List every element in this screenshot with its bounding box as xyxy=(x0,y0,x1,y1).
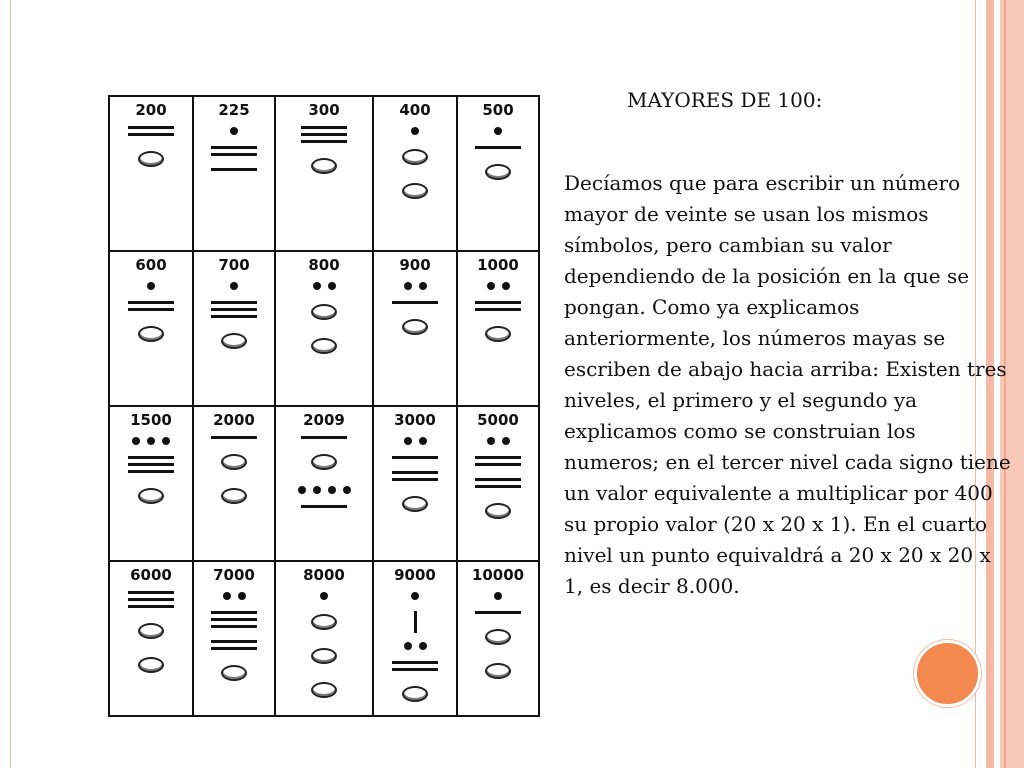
maya-shell-icon xyxy=(311,454,337,470)
maya-number-label: 900 xyxy=(399,256,431,274)
maya-glyph-stack xyxy=(211,120,257,177)
maya-number-label: 800 xyxy=(308,256,340,274)
maya-bars-icon xyxy=(392,301,438,304)
maya-bars-icon xyxy=(301,436,347,439)
maya-number-cell xyxy=(373,561,457,716)
maya-bar-icon xyxy=(128,591,174,594)
maya-number-cell xyxy=(373,96,457,251)
maya-number-label: 300 xyxy=(308,101,340,119)
maya-dot-icon xyxy=(313,486,321,494)
maya-glyph-stack xyxy=(475,120,521,189)
maya-table-row xyxy=(109,251,539,406)
maya-number-cell xyxy=(275,96,373,251)
maya-glyph-stack xyxy=(402,120,428,208)
maya-bars-icon xyxy=(392,471,438,481)
maya-number-cell xyxy=(457,406,539,561)
maya-bar-icon xyxy=(301,436,347,439)
maya-bar-icon xyxy=(475,301,521,304)
maya-glyph-stack xyxy=(392,585,438,711)
maya-table-row xyxy=(109,561,539,716)
maya-number-cell xyxy=(457,251,539,406)
maya-number-label: 3000 xyxy=(394,411,436,429)
maya-number-label: 600 xyxy=(135,256,167,274)
maya-dot-icon xyxy=(487,437,495,445)
maya-glyph-stack xyxy=(211,585,257,690)
maya-shell-icon xyxy=(402,183,428,199)
maya-bar-icon xyxy=(475,478,521,481)
maya-dot-icon xyxy=(404,282,412,290)
maya-dot-icon xyxy=(404,437,412,445)
maya-number-label: 2009 xyxy=(303,411,345,429)
maya-dot-icon xyxy=(411,127,419,135)
maya-shell-icon xyxy=(311,304,337,320)
decorative-circle xyxy=(914,640,981,707)
maya-number-cell xyxy=(109,406,193,561)
maya-bar-icon xyxy=(128,598,174,601)
maya-dot-icon xyxy=(411,592,419,600)
maya-glyph-stack xyxy=(392,430,438,521)
maya-dots-icon xyxy=(494,126,502,136)
maya-shell-icon xyxy=(138,151,164,167)
maya-shell-icon xyxy=(138,623,164,639)
maya-bar-icon xyxy=(475,146,521,149)
maya-bars-icon xyxy=(211,301,257,318)
maya-dot-icon xyxy=(419,437,427,445)
maya-bars-icon xyxy=(392,456,438,459)
maya-bars-icon xyxy=(475,456,521,466)
maya-bars-icon xyxy=(128,591,174,608)
maya-bar-icon xyxy=(301,126,347,129)
maya-shell-icon xyxy=(311,158,337,174)
maya-number-cell xyxy=(193,96,275,251)
maya-glyph-stack xyxy=(211,275,257,358)
maya-number-label: 400 xyxy=(399,101,431,119)
slide-title: MAYORES DE 100: xyxy=(627,88,823,112)
maya-glyph-stack xyxy=(128,275,174,351)
maya-glyph-stack xyxy=(475,585,521,688)
maya-bar-icon xyxy=(301,140,347,143)
maya-dots-icon xyxy=(132,436,170,446)
maya-dots-icon xyxy=(320,591,328,601)
maya-shell-icon xyxy=(221,333,247,349)
maya-dot-icon xyxy=(404,642,412,650)
maya-bars-icon xyxy=(211,611,257,628)
maya-shell-icon xyxy=(311,338,337,354)
maya-dots-icon xyxy=(223,591,246,601)
maya-dot-icon xyxy=(230,282,238,290)
maya-shell-icon xyxy=(402,149,428,165)
maya-dots-icon xyxy=(230,126,238,136)
maya-shell-icon xyxy=(485,164,511,180)
maya-dots-icon xyxy=(404,641,427,651)
maya-glyph-stack xyxy=(211,430,257,513)
maya-dot-icon xyxy=(419,282,427,290)
maya-bar-icon xyxy=(301,505,347,508)
maya-bar-icon xyxy=(211,315,257,318)
maya-dot-icon xyxy=(162,437,170,445)
maya-bar-icon xyxy=(211,611,257,614)
maya-dots-icon xyxy=(404,281,427,291)
maya-shell-icon xyxy=(485,326,511,342)
maya-bar-icon xyxy=(475,463,521,466)
maya-bar-icon xyxy=(392,661,438,664)
maya-bar-icon xyxy=(392,456,438,459)
maya-shell-icon xyxy=(485,663,511,679)
maya-bar-icon xyxy=(128,301,174,304)
maya-number-label: 225 xyxy=(218,101,250,119)
maya-number-cell xyxy=(373,251,457,406)
slide-body-text: Decíamos que para escribir un número mayor de veinte se usan los mismos símbolos, pero cambian su valor dependiendo de la posición en la que se pongan. Como ya explicamos anteriormente, los números mayas se escriben de abajo hacia arriba: Existen tres niveles, el primero y el segundo ya explicamos como se construian los numeros; en el tercer nivel cada signo tiene un valor equivalente a multiplicar por 400 su propio valor (20 x 20 x 1). En el cuarto nivel un punto equivaldrá a 20 x 20 x 20 x 1, es decir 8.000. xyxy=(564,171,1011,598)
maya-bar-icon xyxy=(475,308,521,311)
maya-dot-icon xyxy=(298,486,306,494)
maya-dot-icon xyxy=(494,127,502,135)
maya-dots-icon xyxy=(411,591,419,601)
maya-bar-icon xyxy=(128,133,174,136)
maya-dots-icon xyxy=(404,436,427,446)
maya-bar-icon xyxy=(128,456,174,459)
maya-number-label: 1000 xyxy=(477,256,519,274)
maya-number-label: 7000 xyxy=(213,566,255,584)
maya-dot-icon xyxy=(132,437,140,445)
maya-number-label: 2000 xyxy=(213,411,255,429)
maya-bar-icon xyxy=(211,625,257,628)
maya-glyph-stack xyxy=(128,120,174,176)
maya-dot-icon xyxy=(419,642,427,650)
maya-dot-icon xyxy=(328,282,336,290)
maya-glyph-stack xyxy=(475,430,521,528)
maya-bar-icon xyxy=(128,605,174,608)
maya-shell-icon xyxy=(138,326,164,342)
maya-glyph-stack xyxy=(128,430,174,513)
maya-bars-icon xyxy=(392,661,438,671)
maya-number-cell xyxy=(193,561,275,716)
maya-dot-icon xyxy=(313,282,321,290)
maya-bar-icon xyxy=(392,471,438,474)
maya-number-cell xyxy=(109,96,193,251)
maya-glyph-stack xyxy=(298,430,351,514)
maya-bar-icon xyxy=(211,153,257,156)
maya-dots-icon xyxy=(298,485,351,495)
maya-bars-icon xyxy=(128,301,174,311)
maya-dots-icon xyxy=(230,281,238,291)
maya-number-label: 700 xyxy=(218,256,250,274)
maya-dot-icon xyxy=(238,592,246,600)
maya-dots-icon xyxy=(411,126,419,136)
maya-number-cell xyxy=(457,96,539,251)
maya-dot-icon xyxy=(223,592,231,600)
maya-bar-icon xyxy=(128,470,174,473)
maya-dots-icon xyxy=(147,281,155,291)
maya-number-label: 500 xyxy=(482,101,514,119)
maya-number-cell xyxy=(373,406,457,561)
maya-number-label: 10000 xyxy=(471,566,525,584)
maya-shell-icon xyxy=(311,682,337,698)
maya-bar-icon xyxy=(301,133,347,136)
maya-shell-icon xyxy=(402,319,428,335)
maya-number-label: 200 xyxy=(135,101,167,119)
maya-shell-icon xyxy=(221,665,247,681)
maya-vertical-bar-icon xyxy=(414,611,417,633)
maya-bar-icon xyxy=(211,640,257,643)
maya-table-body xyxy=(109,96,539,716)
maya-bar-icon xyxy=(392,478,438,481)
maya-table-row xyxy=(109,406,539,561)
maya-dot-icon xyxy=(487,282,495,290)
maya-glyph-stack xyxy=(301,120,347,183)
maya-bars-icon xyxy=(301,505,347,508)
maya-dots-icon xyxy=(487,281,510,291)
maya-number-label: 5000 xyxy=(477,411,519,429)
maya-number-cell xyxy=(109,561,193,716)
maya-dots-icon xyxy=(487,436,510,446)
maya-shell-icon xyxy=(485,629,511,645)
maya-number-cell xyxy=(193,251,275,406)
maya-glyph-stack xyxy=(311,275,337,363)
maya-shell-icon xyxy=(221,488,247,504)
maya-number-cell xyxy=(275,251,373,406)
maya-shell-icon xyxy=(402,496,428,512)
maya-dot-icon xyxy=(230,127,238,135)
maya-dots-icon xyxy=(494,591,502,601)
maya-bars-icon xyxy=(211,146,257,156)
maya-number-cell xyxy=(457,561,539,716)
maya-number-cell xyxy=(109,251,193,406)
maya-bar-icon xyxy=(128,463,174,466)
maya-number-label: 6000 xyxy=(130,566,172,584)
maya-dot-icon xyxy=(343,486,351,494)
maya-bar-icon xyxy=(211,146,257,149)
maya-dots-icon xyxy=(313,281,336,291)
slide-left-border xyxy=(10,0,11,768)
maya-bar-icon xyxy=(211,618,257,621)
maya-bar-icon xyxy=(211,436,257,439)
maya-bar-icon xyxy=(475,485,521,488)
maya-glyph-stack xyxy=(128,585,174,682)
maya-bar-icon xyxy=(475,611,521,614)
maya-dot-icon xyxy=(320,592,328,600)
maya-bar-icon xyxy=(128,308,174,311)
maya-bars-icon xyxy=(128,126,174,136)
maya-bar-icon xyxy=(211,308,257,311)
maya-shell-icon xyxy=(485,503,511,519)
maya-glyph-stack xyxy=(475,275,521,351)
maya-bar-icon xyxy=(475,456,521,459)
maya-numbers-table xyxy=(108,95,540,717)
maya-number-label: 1500 xyxy=(130,411,172,429)
maya-number-cell xyxy=(193,406,275,561)
maya-dot-icon xyxy=(328,486,336,494)
maya-bars-icon xyxy=(211,168,257,171)
maya-table-row xyxy=(109,96,539,251)
maya-bar-icon xyxy=(211,168,257,171)
maya-bar-icon xyxy=(211,647,257,650)
maya-shell-icon xyxy=(221,454,247,470)
maya-number-cell xyxy=(275,406,373,561)
maya-number-label: 9000 xyxy=(394,566,436,584)
maya-bars-icon xyxy=(128,456,174,473)
maya-bars-icon xyxy=(475,611,521,614)
maya-glyph-stack xyxy=(392,275,438,344)
maya-dot-icon xyxy=(147,437,155,445)
maya-number-cell xyxy=(275,561,373,716)
maya-bar-icon xyxy=(211,301,257,304)
maya-shell-icon xyxy=(311,648,337,664)
maya-bars-icon xyxy=(475,146,521,149)
maya-shell-icon xyxy=(311,614,337,630)
maya-glyph-stack xyxy=(311,585,337,707)
maya-bars-icon xyxy=(211,436,257,439)
maya-dot-icon xyxy=(502,282,510,290)
maya-bar-icon xyxy=(392,301,438,304)
maya-dot-icon xyxy=(494,592,502,600)
maya-bars-icon xyxy=(475,301,521,311)
maya-bars-icon xyxy=(475,478,521,488)
maya-shell-icon xyxy=(402,686,428,702)
maya-bar-icon xyxy=(392,668,438,671)
maya-number-label: 8000 xyxy=(303,566,345,584)
maya-bar-icon xyxy=(128,126,174,129)
maya-bars-icon xyxy=(211,640,257,650)
maya-dot-icon xyxy=(502,437,510,445)
maya-dot-icon xyxy=(147,282,155,290)
maya-shell-icon xyxy=(138,488,164,504)
maya-bars-icon xyxy=(301,126,347,143)
maya-shell-icon xyxy=(138,657,164,673)
